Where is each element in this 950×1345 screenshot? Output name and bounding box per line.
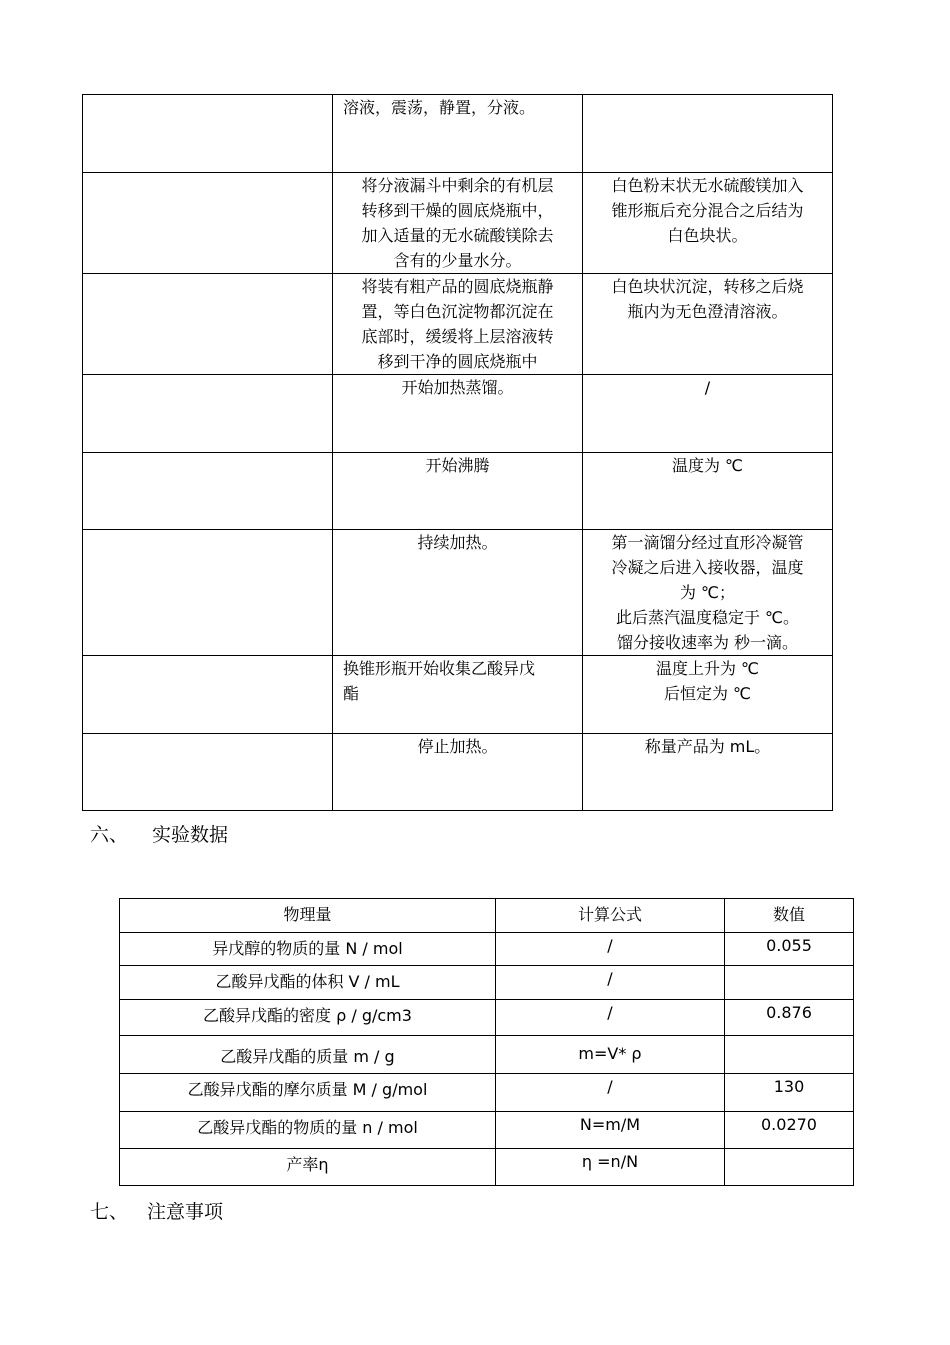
formula-cell: /	[496, 1074, 725, 1112]
section-number: 七、	[90, 1201, 129, 1223]
step-cell	[83, 375, 333, 453]
step-cell	[83, 453, 333, 530]
quantity-cell: 乙酸异戊酯的物质的量 n / mol	[120, 1112, 496, 1149]
operation-cell: 持续加热。	[333, 530, 583, 656]
section-number: 六、	[90, 824, 129, 846]
phenomenon-cell: 白色粉末状无水硫酸镁加入 锥形瓶后充分混合之后结为 白色块状。	[583, 173, 833, 274]
operation-cell: 将装有粗产品的圆底烧瓶静 置，等白色沉淀物都沉淀在 底部时，缓缓将上层溶液转 移到干净的圆底烧瓶中	[333, 274, 583, 375]
table-row	[120, 1036, 854, 1074]
step-cell	[83, 734, 333, 811]
table-row	[83, 656, 833, 734]
table-row	[120, 1112, 854, 1149]
formula-cell: η =n/N	[496, 1149, 725, 1186]
step-cell	[83, 274, 333, 375]
quantity-cell: 乙酸异戊酯的体积 V / mL	[120, 966, 496, 1000]
section-title: 注意事项	[147, 1201, 224, 1223]
operation-cell: 将分液漏斗中剩余的有机层 转移到干燥的圆底烧瓶中， 加入适量的无水硫酸镁除去 含有的少量水分。	[333, 173, 583, 274]
operation-cell: 换锥形瓶开始收集乙酸异戊 酯	[333, 656, 583, 734]
step-cell	[83, 656, 333, 734]
experimental-data-table	[119, 898, 854, 1186]
step-cell	[83, 530, 333, 656]
operation-cell: 停止加热。	[333, 734, 583, 811]
step-cell	[83, 173, 333, 274]
table-row	[83, 453, 833, 530]
table-row	[83, 734, 833, 811]
phenomenon-cell	[583, 95, 833, 173]
table-row	[120, 966, 854, 1000]
formula-cell: m=V* ρ	[496, 1036, 725, 1074]
section-heading-experimental-data	[90, 823, 228, 847]
value-cell	[725, 966, 854, 1000]
quantity-cell: 产率η	[120, 1149, 496, 1186]
column-header: 物理量	[120, 899, 496, 933]
table-header-row	[120, 899, 854, 933]
formula-cell: N=m/M	[496, 1112, 725, 1149]
value-cell	[725, 1036, 854, 1074]
value-cell	[725, 1149, 854, 1186]
value-cell: 0.876	[725, 1000, 854, 1036]
quantity-cell: 乙酸异戊酯的质量 m / g	[120, 1036, 496, 1074]
table-row	[83, 274, 833, 375]
step-cell	[83, 95, 333, 173]
phenomenon-cell: 温度上升为 ℃ 后恒定为 ℃	[583, 656, 833, 734]
procedure-table	[82, 94, 833, 811]
phenomenon-cell: 白色块状沉淀，转移之后烧 瓶内为无色澄清溶液。	[583, 274, 833, 375]
value-cell: 0.0270	[725, 1112, 854, 1149]
quantity-cell: 乙酸异戊酯的摩尔质量 M / g/mol	[120, 1074, 496, 1112]
formula-cell: /	[496, 966, 725, 1000]
section-title: 实验数据	[152, 824, 229, 846]
table-row	[83, 95, 833, 173]
operation-cell: 开始加热蒸馏。	[333, 375, 583, 453]
operation-cell: 开始沸腾	[333, 453, 583, 530]
operation-cell: 溶液，震荡，静置，分液。	[333, 95, 583, 173]
table-row	[83, 375, 833, 453]
column-header: 计算公式	[496, 899, 725, 933]
table-row	[83, 173, 833, 274]
phenomenon-cell: 称量产品为 mL。	[583, 734, 833, 811]
table-row	[83, 530, 833, 656]
phenomenon-cell: /	[583, 375, 833, 453]
phenomenon-cell: 第一滴馏分经过直形冷凝管 冷凝之后进入接收器，温度 为 ℃； 此后蒸汽温度稳定于 ℃。 馏分接收速率为 秒一滴。	[583, 530, 833, 656]
table-row	[120, 1074, 854, 1112]
column-header: 数值	[725, 899, 854, 933]
table-row	[120, 1149, 854, 1186]
formula-cell: /	[496, 1000, 725, 1036]
table-row	[120, 933, 854, 966]
quantity-cell: 异戊醇的物质的量 N / mol	[120, 933, 496, 966]
value-cell: 130	[725, 1074, 854, 1112]
table-row	[120, 1000, 854, 1036]
phenomenon-cell: 温度为 ℃	[583, 453, 833, 530]
quantity-cell: 乙酸异戊酯的密度 ρ / g/cm3	[120, 1000, 496, 1036]
value-cell: 0.055	[725, 933, 854, 966]
formula-cell: /	[496, 933, 725, 966]
section-heading-precautions	[90, 1200, 223, 1224]
